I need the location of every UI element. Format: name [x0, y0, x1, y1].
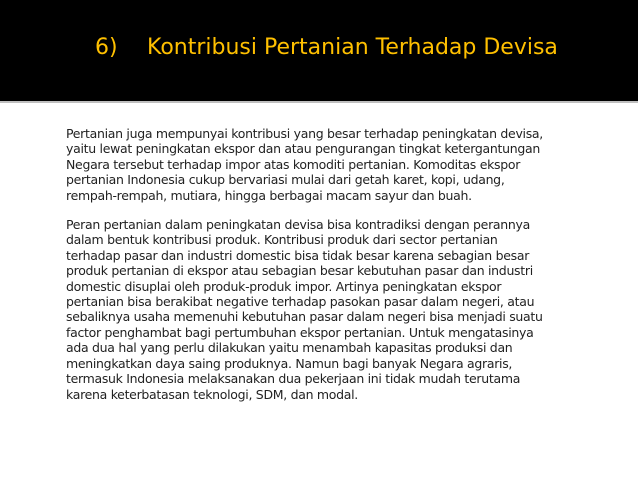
- text-line: domestic disuplai oleh produk-produk impor. Artinya peningkatan ekspor: [66, 278, 502, 294]
- slide-title: [0, 28, 638, 68]
- text-line: ada dua hal yang perlu dilakukan yaitu menambah kapasitas produksi dan: [66, 340, 513, 356]
- text-line: karena keterbatasan teknologi, SDM, dan modal.: [66, 386, 358, 402]
- text-line: pertanian Indonesia cukup bervariasi mulai dari getah karet, kopi, udang,: [66, 172, 505, 188]
- slide-header: [0, 0, 638, 101]
- text-line: Negara tersebut terhadap impor atas komoditi pertanian. Komoditas ekspor: [66, 156, 521, 172]
- text-line: dalam bentuk kontribusi produk. Kontribusi produk dari sector pertanian: [66, 232, 498, 248]
- paragraph-contradiction: [66, 217, 596, 402]
- slide-body: [66, 126, 596, 402]
- text-line: terhadap pasar dan industri domestic bisa tidak besar karena sebagian besar: [66, 247, 530, 263]
- text-line: Peran pertanian dalam peningkatan devisa bisa kontradiksi dengan perannya: [66, 217, 530, 233]
- text-line: meningkatkan daya saing produknya. Namun bagi banyak Negara agraris,: [66, 355, 513, 371]
- text-line: rempah-rempah, mutiara, hingga berbagai macam sayur dan buah.: [66, 187, 472, 203]
- text-line: termasuk Indonesia melaksanakan dua pekerjaan ini tidak mudah terutama: [66, 371, 521, 387]
- text-line: sebaliknya usaha memenuhi kebutuhan pasar dalam negeri bisa menjadi suatu: [66, 309, 543, 325]
- text-line: factor penghambat bagi pertumbuhan ekspor pertanian. Untuk mengatasinya: [66, 324, 534, 340]
- paragraph-spacer: [66, 203, 596, 217]
- text-line: pertanian bisa berakibat negative terhadap pasokan pasar dalam negeri, atau: [66, 294, 535, 310]
- header-divider: [0, 101, 638, 103]
- slide-number: 6): [95, 35, 118, 60]
- text-line: yaitu lewat peningkatan ekspor dan atau pengurangan tingkat ketergantungan: [66, 141, 540, 157]
- paragraph-devisa-contribution: [66, 126, 596, 203]
- slide-title-text: Kontribusi Pertanian Terhadap Devisa: [147, 35, 558, 60]
- text-line: Pertanian juga mempunyai kontribusi yang besar terhadap peningkatan devisa,: [66, 126, 543, 141]
- text-line: produk pertanian di ekspor atau sebagian besar kebutuhan pasar dan industri: [66, 263, 533, 279]
